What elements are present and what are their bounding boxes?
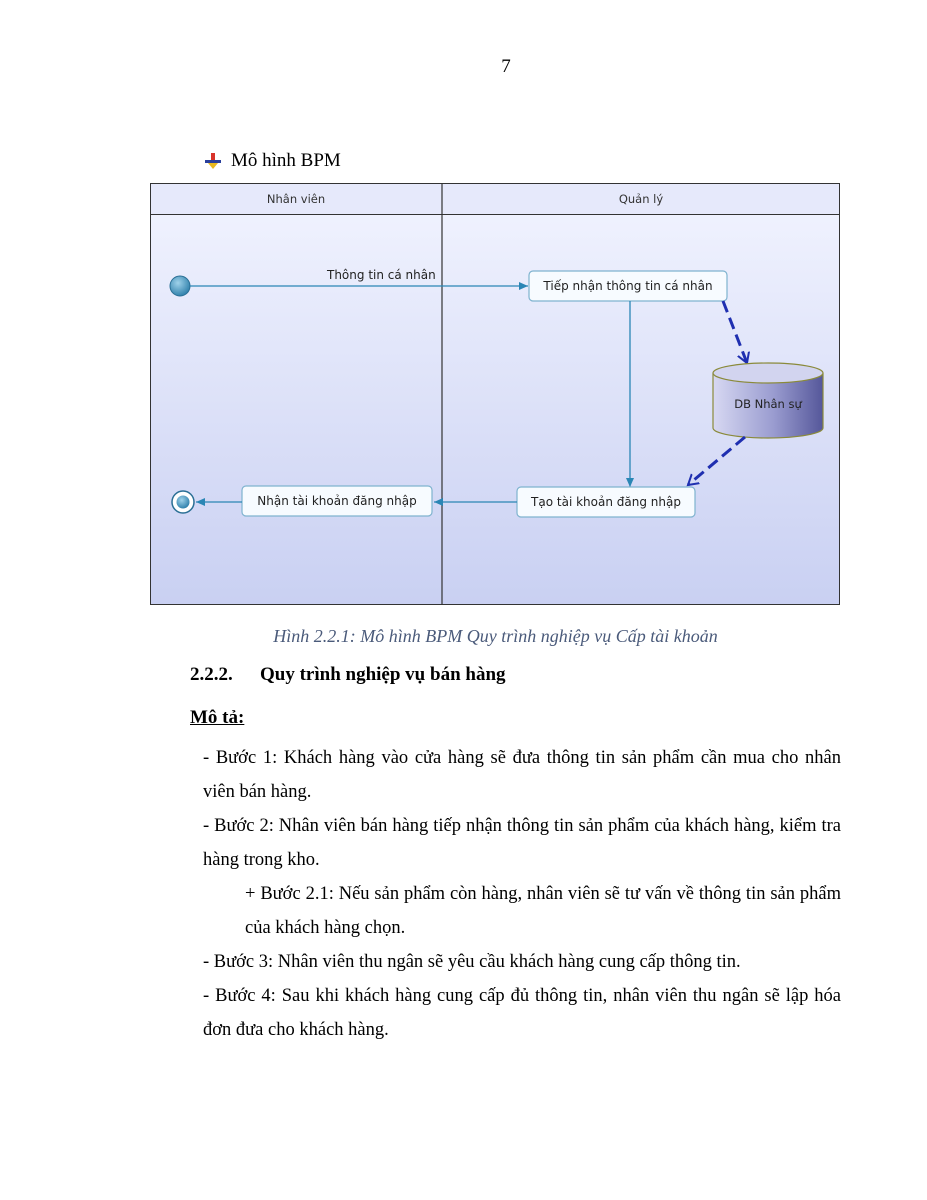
section-number: 2.2.2. bbox=[190, 664, 233, 685]
step-4: - Bước 4: Sau khi khách hàng cung cấp đủ thông tin, nhân viên thu ngân sẽ lập hóa đơn đưa cho khách hàng. bbox=[203, 986, 841, 1040]
lane-employee-label: Nhân viên bbox=[266, 192, 326, 206]
database-label: DB Nhân sự bbox=[734, 397, 802, 411]
activity-create-label: Tạo tài khoản đăng nhập bbox=[531, 495, 681, 509]
bpm-heading bbox=[203, 150, 341, 172]
step-2-1: + Bước 2.1: Nếu sản phẩm còn hàng, nhân viên sẽ tư vấn về thông tin sản phẩm của khách hàng chọn. bbox=[245, 884, 841, 938]
activity-get-label: Nhận tài khoản đăng nhập bbox=[257, 494, 417, 508]
step-3: - Bước 3: Nhân viên thu ngân sẽ yêu cầu khách hàng cung cấp thông tin. bbox=[203, 952, 741, 972]
lane-manager-label: Quản lý bbox=[618, 192, 664, 206]
flow-label: Thông tin cá nhân bbox=[327, 268, 436, 282]
step-2: - Bước 2: Nhân viên bán hàng tiếp nhận thông tin sản phẩm của khách hàng, kiểm tra hàng trong kho. bbox=[203, 816, 841, 870]
section-title: Quy trình nghiệp vụ bán hàng bbox=[260, 664, 506, 685]
end-node bbox=[172, 491, 194, 513]
bpm-diagram bbox=[150, 183, 840, 605]
activity-receive-label: Tiếp nhận thông tin cá nhân bbox=[543, 279, 713, 293]
description-label: Mô tả: bbox=[190, 707, 245, 728]
lane-header-row bbox=[151, 184, 840, 215]
start-node bbox=[170, 276, 190, 296]
page-number: 7 bbox=[501, 56, 511, 77]
section-heading bbox=[190, 664, 506, 686]
bullet-arrow-icon bbox=[203, 151, 223, 171]
figure-caption: Hình 2.2.1: Mô hình BPM Quy trình nghiệp vụ Cấp tài khoản bbox=[273, 626, 718, 646]
step-1: - Bước 1: Khách hàng vào cửa hàng sẽ đưa thông tin sản phẩm cần mua cho nhân viên bán hàng. bbox=[203, 748, 841, 802]
bpm-heading-text: Mô hình BPM bbox=[231, 150, 341, 171]
